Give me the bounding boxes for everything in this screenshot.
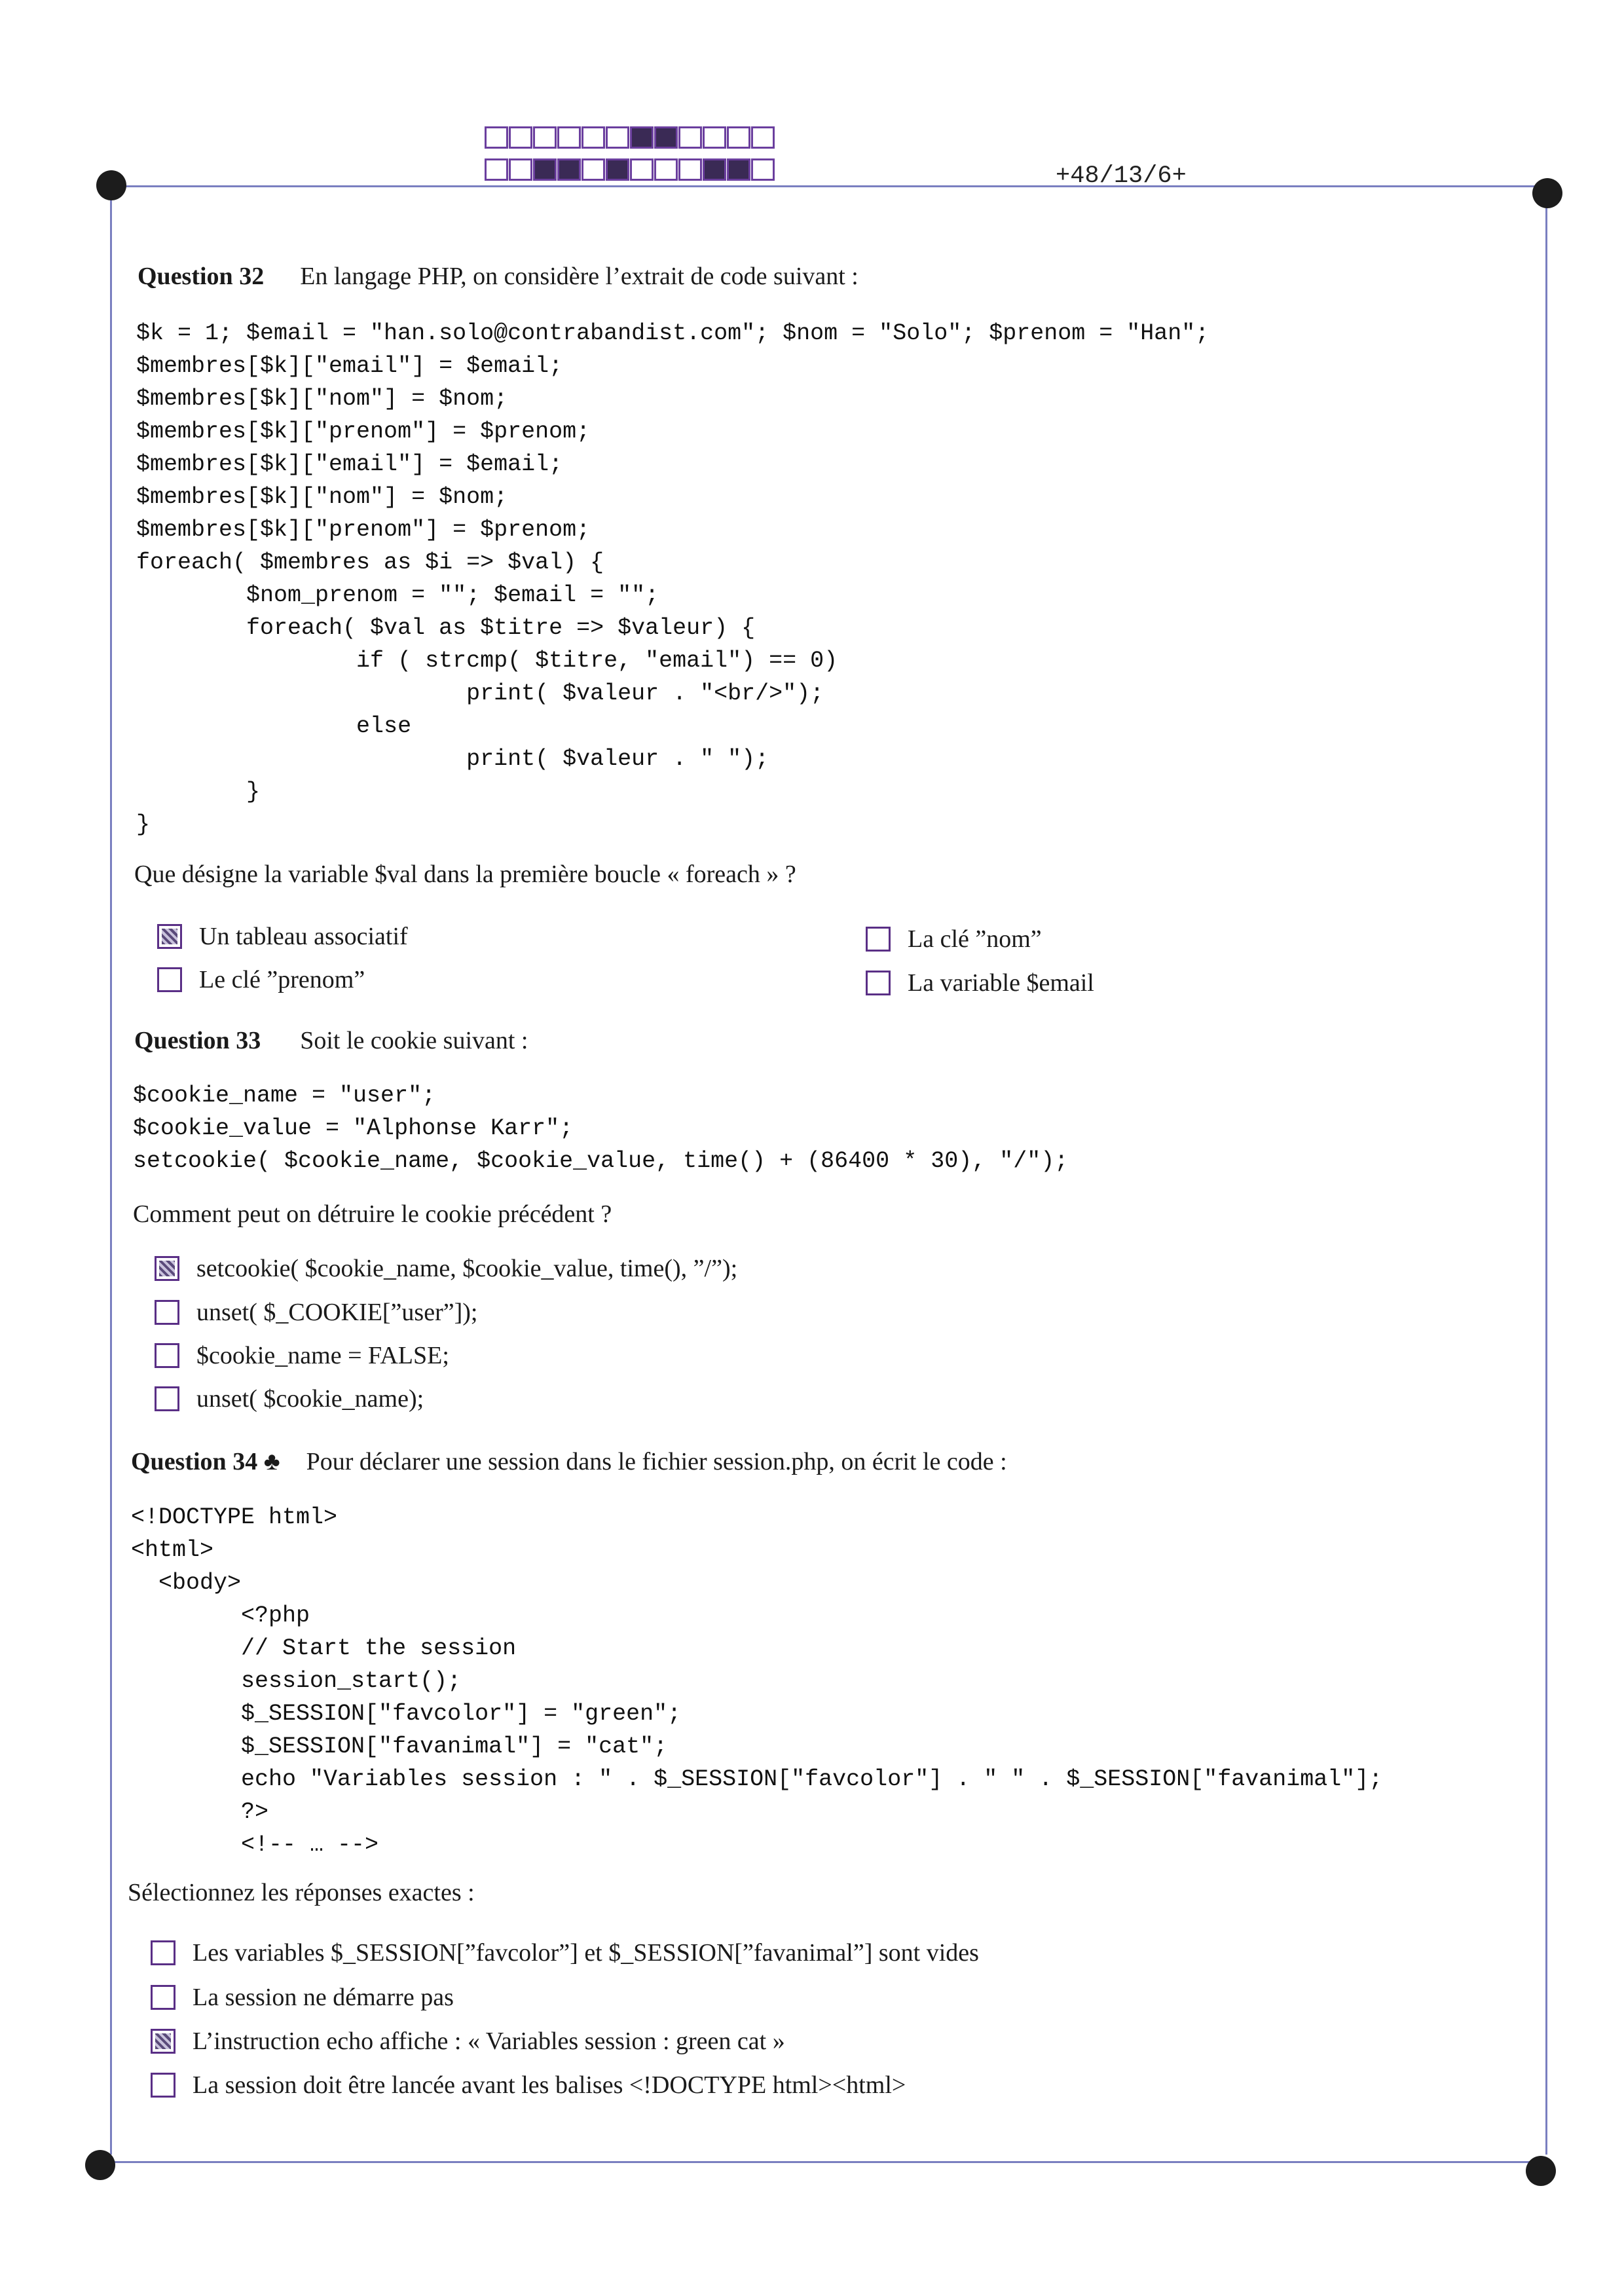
corner-mark-bottom-left bbox=[85, 2150, 115, 2180]
answer-option[interactable] bbox=[157, 965, 365, 994]
barcode-cell bbox=[509, 158, 532, 181]
answer-checkbox[interactable] bbox=[157, 924, 182, 949]
question-prompt: Pour déclarer une session dans le fichier session.php, on écrit le code : bbox=[306, 1448, 1007, 1475]
barcode-cell bbox=[751, 126, 775, 149]
corner-mark-bottom-right bbox=[1526, 2156, 1556, 2186]
question-label: Question 33 bbox=[134, 1027, 261, 1054]
barcode-bottom bbox=[485, 158, 775, 183]
answer-checkbox[interactable] bbox=[155, 1300, 179, 1325]
barcode-cell bbox=[485, 126, 508, 149]
question-label: Question 32 bbox=[138, 263, 265, 290]
answer-option[interactable] bbox=[151, 2027, 785, 2056]
corner-mark-top-left bbox=[96, 170, 126, 200]
barcode-cell bbox=[606, 158, 629, 181]
answer-option[interactable] bbox=[155, 1254, 737, 1283]
answer-label: setcookie( $cookie_name, $cookie_value, time(), ”/”); bbox=[196, 1255, 738, 1282]
barcode-cell bbox=[557, 126, 581, 149]
answer-option[interactable] bbox=[155, 1298, 477, 1327]
barcode-cell bbox=[630, 126, 654, 149]
answer-label: $cookie_name = FALSE; bbox=[196, 1342, 449, 1369]
barcode-cell bbox=[606, 126, 629, 149]
barcode-cell bbox=[727, 126, 750, 149]
corner-mark-top-right bbox=[1532, 178, 1562, 208]
answer-option[interactable] bbox=[866, 925, 1042, 954]
question-label: Question 34 ♣ bbox=[131, 1448, 280, 1475]
barcode-cell bbox=[751, 158, 775, 181]
barcode-cell bbox=[703, 126, 726, 149]
barcode-cell bbox=[533, 158, 557, 181]
answer-option[interactable] bbox=[155, 1341, 449, 1370]
barcode-top bbox=[485, 126, 775, 151]
question-33-code: $cookie_name = "user"; $cookie_value = "Alphonse Karr"; setcookie( $cookie_name, $cookie_value, time() + (86400 * 30), "/"); bbox=[133, 1083, 1069, 1174]
answer-label: La session ne démarre pas bbox=[193, 1984, 454, 2011]
answer-checkbox[interactable] bbox=[157, 967, 182, 992]
answer-checkbox[interactable] bbox=[155, 1386, 179, 1411]
frame-left bbox=[110, 190, 112, 2155]
barcode-cell bbox=[581, 158, 605, 181]
barcode-cell bbox=[678, 126, 702, 149]
answer-label: unset( $_COOKIE[”user”]); bbox=[196, 1299, 478, 1326]
answer-label: unset( $cookie_name); bbox=[196, 1385, 424, 1413]
question-34-text: Sélectionnez les réponses exactes : bbox=[128, 1879, 475, 1906]
question-32-text: Que désigne la variable $val dans la première boucle « foreach » ? bbox=[134, 861, 796, 888]
answer-label: La clé ”nom” bbox=[908, 925, 1042, 953]
question-34-heading bbox=[131, 1447, 1007, 1476]
answer-option[interactable] bbox=[155, 1384, 424, 1413]
frame-bottom bbox=[98, 2161, 1545, 2163]
answer-option[interactable] bbox=[157, 922, 408, 951]
barcode-cell bbox=[533, 126, 557, 149]
answer-label: Les variables $_SESSION[”favcolor”] et $_SESSION[”favanimal”] sont vides bbox=[193, 1939, 979, 1967]
answer-checkbox[interactable] bbox=[151, 1940, 175, 1965]
frame-right bbox=[1545, 196, 1547, 2155]
barcode-cell bbox=[654, 126, 678, 149]
answer-checkbox[interactable] bbox=[151, 1985, 175, 2010]
barcode-cell bbox=[557, 158, 581, 181]
answer-label: Le clé ”prenom” bbox=[199, 966, 365, 993]
answer-option[interactable] bbox=[866, 969, 1094, 997]
frame-top bbox=[111, 185, 1545, 187]
barcode-cell bbox=[678, 158, 702, 181]
answer-label: La variable $email bbox=[908, 969, 1094, 997]
barcode-cell bbox=[703, 158, 726, 181]
question-33-heading bbox=[134, 1026, 528, 1055]
barcode-cell bbox=[581, 126, 605, 149]
answer-option[interactable] bbox=[151, 2071, 906, 2100]
answer-label: Un tableau associatif bbox=[199, 923, 408, 950]
question-34-code: <!DOCTYPE html> <html> <body> <?php // Start the session session_start(); $_SESSION["favcolor"] = "green"; $_SESSION["favanimal"] = "cat"; echo "Variables session : " . $_SESSION["favcolor"] . " " . $_SESSION["favanimal"]; ?> <!-- … --> bbox=[131, 1504, 1383, 1858]
question-32-heading bbox=[138, 262, 858, 291]
barcode-cell bbox=[654, 158, 678, 181]
barcode-cell bbox=[509, 126, 532, 149]
question-prompt: En langage PHP, on considère l’extrait de code suivant : bbox=[300, 263, 858, 290]
answer-label: L’instruction echo affiche : « Variables session : green cat » bbox=[193, 2028, 785, 2055]
answer-checkbox[interactable] bbox=[151, 2073, 175, 2098]
answer-checkbox[interactable] bbox=[151, 2029, 175, 2054]
barcode-cell bbox=[485, 158, 508, 181]
answer-checkbox[interactable] bbox=[866, 927, 891, 952]
barcode-cell bbox=[630, 158, 654, 181]
answer-checkbox[interactable] bbox=[155, 1256, 179, 1281]
answer-label: La session doit être lancée avant les balises <!DOCTYPE html><html> bbox=[193, 2071, 906, 2099]
answer-option[interactable] bbox=[151, 1938, 979, 1967]
page-serial: +48/13/6+ bbox=[1056, 162, 1187, 190]
question-33-text: Comment peut on détruire le cookie précédent ? bbox=[133, 1200, 612, 1228]
answer-option[interactable] bbox=[151, 1983, 454, 2012]
barcode-cell bbox=[727, 158, 750, 181]
answer-checkbox[interactable] bbox=[866, 971, 891, 995]
answer-checkbox[interactable] bbox=[155, 1343, 179, 1368]
question-prompt: Soit le cookie suivant : bbox=[300, 1027, 528, 1054]
question-32-code: $k = 1; $email = "han.solo@contrabandist.com"; $nom = "Solo"; $prenom = "Han"; $membres[$k]["email"] = $email; $membres[$k]["nom"] = $nom; $membres[$k]["prenom"] = $prenom; $membres[$k]["email"] = $email; $membres[$k]["nom"] = $nom; $membres[$k]["prenom"] = $prenom; foreach( $membres as $i => $val) { $nom_prenom = ""; $email = ""; foreach( $val as $titre => $valeur) { if ( strcmp( $titre, "email") == 0) print( $valeur . "<br/>"); else print( $valeur . " "); } } bbox=[136, 320, 1209, 838]
